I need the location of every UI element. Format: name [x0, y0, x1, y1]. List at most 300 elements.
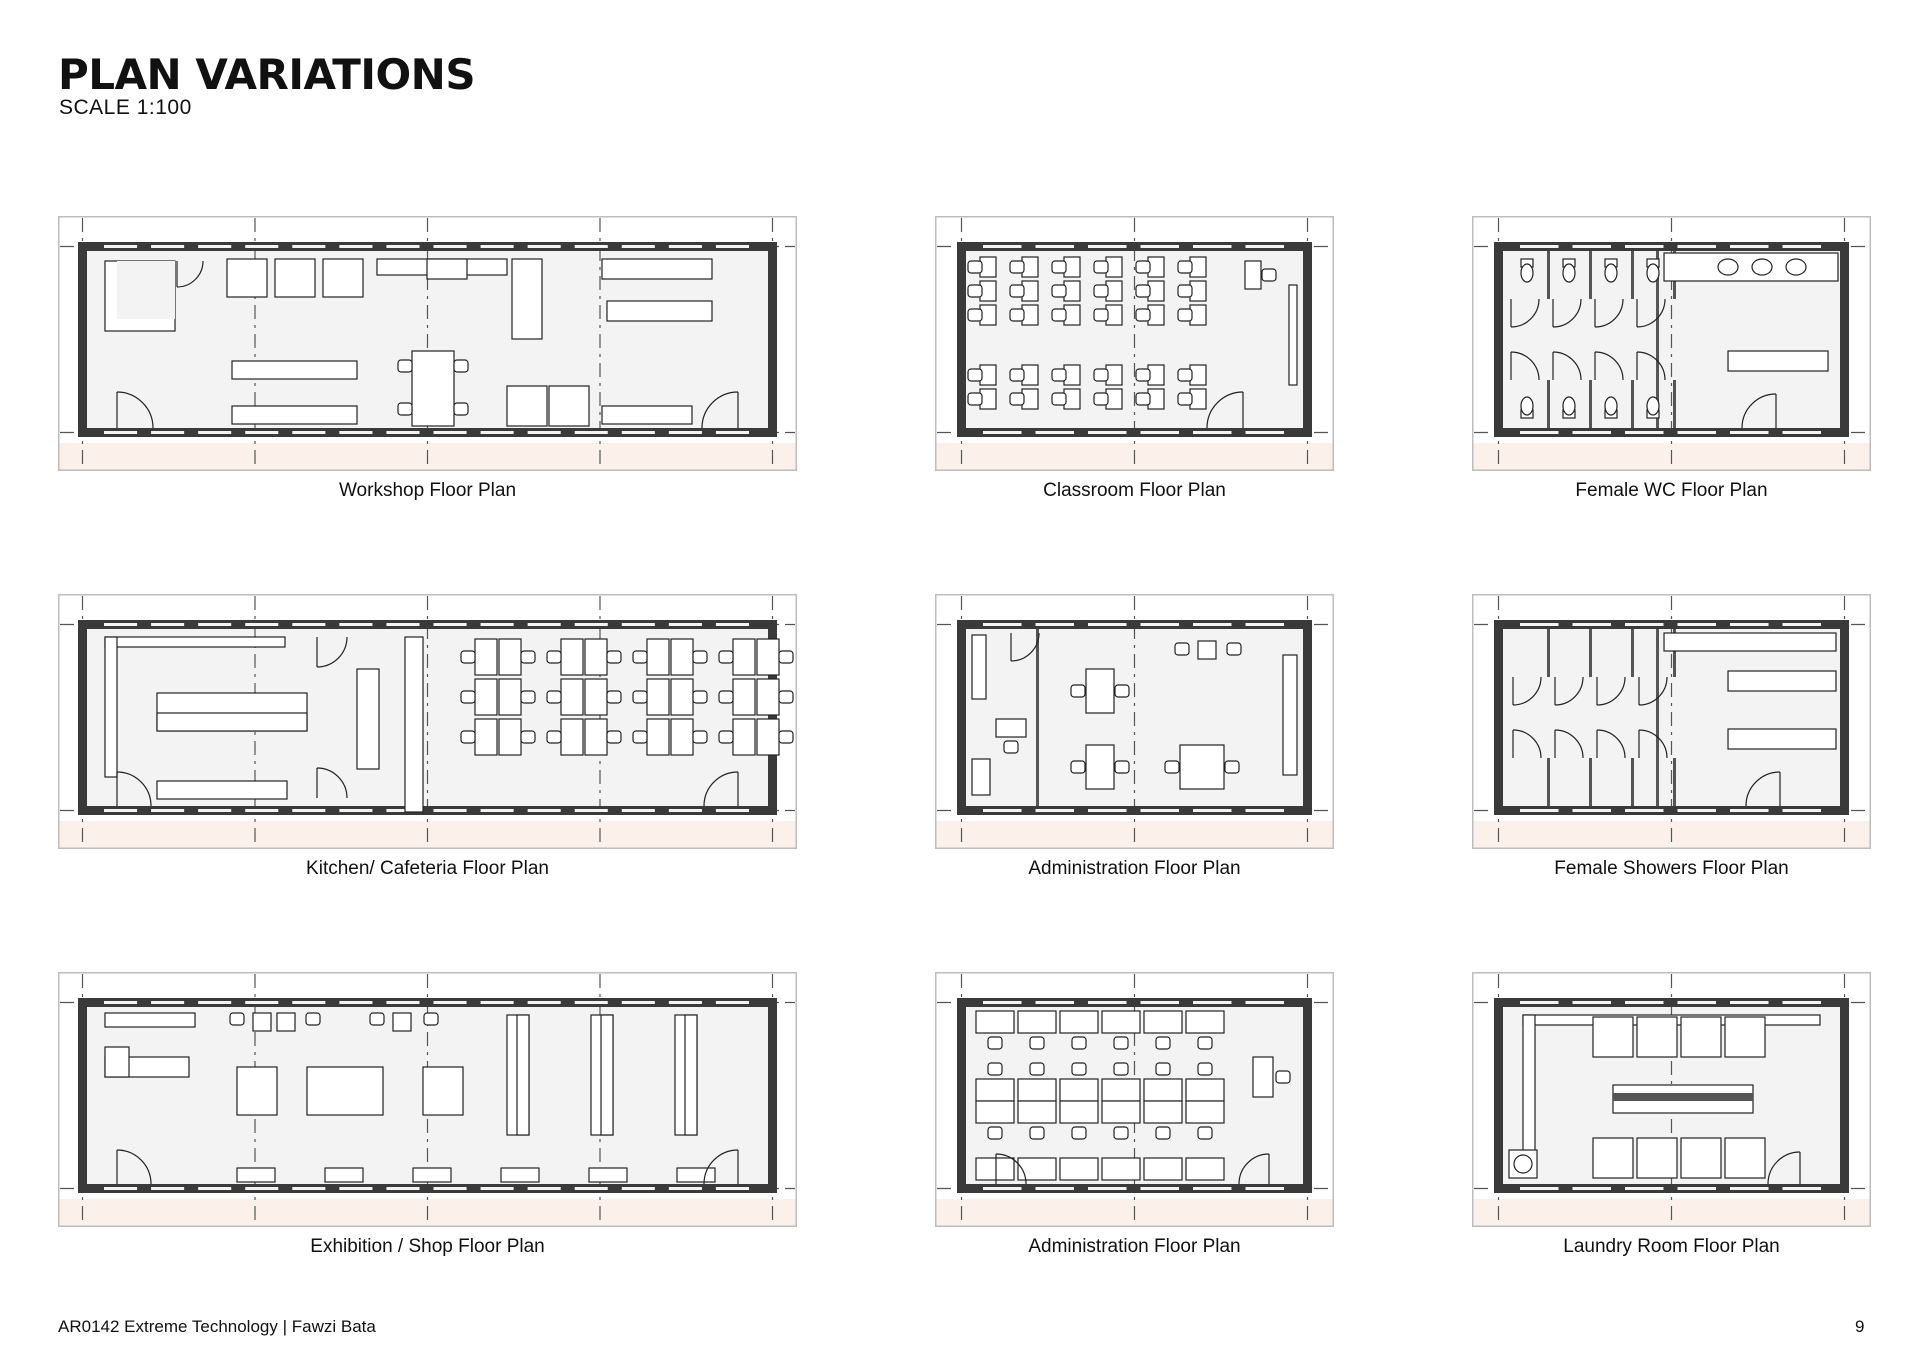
- window: [1573, 431, 1612, 434]
- bench: [413, 1168, 451, 1182]
- floor-plan-drawing: [58, 972, 797, 1227]
- table: [475, 639, 497, 675]
- dryer: [1593, 1138, 1633, 1178]
- plan-administration-b: [935, 972, 1334, 1227]
- table: [1018, 1079, 1056, 1101]
- window: [386, 1001, 419, 1004]
- desk: [976, 1011, 1014, 1033]
- window: [245, 245, 278, 248]
- wall-east: [1840, 620, 1849, 815]
- display-rack: [517, 1015, 529, 1135]
- wall-east: [1840, 242, 1849, 437]
- window: [481, 623, 514, 626]
- window: [983, 623, 1022, 626]
- washer: [1637, 1017, 1677, 1057]
- window: [481, 1187, 514, 1190]
- window: [528, 809, 561, 812]
- window: [151, 809, 184, 812]
- table: [475, 679, 497, 715]
- window: [1141, 1187, 1180, 1190]
- toilet-bowl: [1563, 264, 1575, 282]
- table: [512, 259, 542, 339]
- shelf: [105, 1013, 195, 1027]
- chair: [1136, 261, 1150, 273]
- table: [561, 639, 583, 675]
- window: [481, 245, 514, 248]
- window: [104, 1187, 137, 1190]
- chair: [521, 731, 535, 743]
- table: [733, 639, 755, 675]
- floor-plan-drawing: [1472, 594, 1871, 849]
- window: [104, 623, 137, 626]
- desk: [1102, 1011, 1140, 1033]
- chair: [230, 1013, 244, 1025]
- window: [1193, 245, 1232, 248]
- stall-wall: [1547, 758, 1550, 806]
- window: [983, 1001, 1022, 1004]
- plan-exhibition-shop: [58, 972, 797, 1227]
- bench: [427, 259, 467, 279]
- plan-caption: Kitchen/ Cafeteria Floor Plan: [306, 858, 549, 879]
- wall-east: [1303, 620, 1312, 815]
- shelf: [972, 635, 986, 699]
- window: [622, 1187, 655, 1190]
- wall-east: [1303, 998, 1312, 1193]
- chair: [1165, 761, 1179, 773]
- counter: [1664, 633, 1836, 651]
- desk: [1060, 1011, 1098, 1033]
- chair: [1114, 1037, 1128, 1049]
- bench: [1728, 671, 1836, 691]
- toilet-bowl: [1605, 264, 1617, 282]
- window: [1520, 809, 1559, 812]
- window: [104, 245, 137, 248]
- window: [434, 1187, 467, 1190]
- island: [157, 713, 307, 731]
- window: [528, 431, 561, 434]
- footer-credit: AR0142 Extreme Technology | Fawzi Bata: [58, 1317, 376, 1336]
- chair: [1198, 1037, 1212, 1049]
- chair: [1198, 1063, 1212, 1075]
- window: [1625, 1001, 1664, 1004]
- display-rack: [685, 1015, 697, 1135]
- window: [1141, 431, 1180, 434]
- stall-wall: [1547, 380, 1550, 428]
- window: [1088, 809, 1127, 812]
- chair: [1175, 643, 1189, 655]
- basin: [1718, 259, 1738, 275]
- window: [434, 809, 467, 812]
- chair: [1136, 393, 1150, 405]
- window: [1246, 623, 1285, 626]
- plan-female-wc: [1472, 216, 1871, 471]
- window: [1678, 623, 1717, 626]
- chair: [454, 360, 468, 372]
- window: [575, 1001, 608, 1004]
- chair: [461, 731, 475, 743]
- chair: [1178, 285, 1192, 297]
- window: [1036, 1001, 1075, 1004]
- window: [481, 809, 514, 812]
- window: [1246, 1187, 1285, 1190]
- display: [237, 1067, 277, 1115]
- window: [622, 623, 655, 626]
- window: [1730, 1001, 1769, 1004]
- window: [1783, 431, 1822, 434]
- window: [716, 245, 749, 248]
- window: [151, 245, 184, 248]
- table: [253, 1013, 271, 1031]
- window: [1088, 245, 1127, 248]
- window: [339, 809, 372, 812]
- window: [292, 623, 325, 626]
- table: [232, 361, 357, 379]
- dryer: [1637, 1138, 1677, 1178]
- window: [434, 1001, 467, 1004]
- chair: [1071, 761, 1085, 773]
- cabinet: [507, 386, 547, 426]
- window: [1678, 1187, 1717, 1190]
- toilet-bowl: [1563, 397, 1575, 415]
- table: [499, 679, 521, 715]
- chair: [454, 403, 468, 415]
- wall-east: [1840, 998, 1849, 1193]
- plan-caption: Laundry Room Floor Plan: [1563, 1236, 1780, 1257]
- plan-kitchen-cafeteria: [58, 594, 797, 849]
- table: [585, 679, 607, 715]
- chair: [968, 393, 982, 405]
- table: [976, 1101, 1014, 1123]
- counter-inner: [117, 261, 175, 319]
- chair: [607, 731, 621, 743]
- desk: [1102, 1158, 1140, 1180]
- chair: [1010, 369, 1024, 381]
- plan-caption: Female Showers Floor Plan: [1554, 858, 1789, 879]
- window: [151, 431, 184, 434]
- counter: [157, 781, 287, 799]
- cabinet: [972, 759, 990, 795]
- chair: [1052, 369, 1066, 381]
- window: [1730, 809, 1769, 812]
- table: [561, 679, 583, 715]
- stall-wall: [1547, 251, 1550, 299]
- chair: [693, 691, 707, 703]
- chair: [1071, 685, 1085, 697]
- vanity: [1664, 253, 1838, 281]
- window: [1246, 245, 1285, 248]
- wall-east: [1303, 242, 1312, 437]
- table: [757, 679, 779, 715]
- window: [292, 431, 325, 434]
- table: [671, 639, 693, 675]
- wall-west: [78, 620, 87, 815]
- chair: [1010, 309, 1024, 321]
- window: [198, 431, 231, 434]
- display: [423, 1067, 463, 1115]
- window: [528, 1001, 561, 1004]
- stall-wall: [1589, 629, 1592, 677]
- plan-workshop: [58, 216, 797, 471]
- stall-wall: [1673, 758, 1676, 806]
- chair: [1004, 741, 1018, 753]
- chair: [607, 651, 621, 663]
- chair: [306, 1013, 320, 1025]
- window: [1036, 809, 1075, 812]
- table: [1198, 641, 1216, 659]
- chair: [1030, 1127, 1044, 1139]
- table: [277, 1013, 295, 1031]
- floor-plan-drawing: [58, 594, 797, 849]
- window: [1141, 809, 1180, 812]
- basin: [1752, 259, 1772, 275]
- wall-west: [78, 998, 87, 1193]
- page-title: PLAN VARIATIONS: [58, 50, 476, 99]
- toilet-bowl: [1521, 397, 1533, 415]
- desk: [976, 1158, 1014, 1180]
- bench: [602, 406, 692, 424]
- window: [1088, 1001, 1127, 1004]
- wall-west: [1494, 242, 1503, 437]
- bench: [501, 1168, 539, 1182]
- window: [386, 245, 419, 248]
- counter: [1523, 1015, 1535, 1155]
- chair: [1115, 761, 1129, 773]
- page-number: 9: [1855, 1317, 1865, 1336]
- chair: [521, 691, 535, 703]
- desk: [1144, 1158, 1182, 1180]
- chair: [547, 651, 561, 663]
- chair: [1178, 309, 1192, 321]
- chair: [1114, 1127, 1128, 1139]
- chair: [1136, 285, 1150, 297]
- window: [622, 809, 655, 812]
- window: [292, 1001, 325, 1004]
- desk: [1086, 669, 1114, 713]
- counter: [105, 637, 117, 777]
- window: [434, 431, 467, 434]
- window: [1678, 809, 1717, 812]
- bench: [589, 1168, 627, 1182]
- floor-plan-drawing: [1472, 972, 1871, 1227]
- table: [1060, 1079, 1098, 1101]
- table: [561, 719, 583, 755]
- window: [1573, 809, 1612, 812]
- chair: [988, 1037, 1002, 1049]
- table: [499, 639, 521, 675]
- window: [716, 431, 749, 434]
- plan-caption: Workshop Floor Plan: [338, 480, 517, 501]
- chair: [988, 1127, 1002, 1139]
- desk: [1180, 745, 1224, 789]
- desk: [1018, 1158, 1056, 1180]
- desk: [1144, 1011, 1182, 1033]
- chair: [1094, 309, 1108, 321]
- plan-caption: Administration Floor Plan: [1028, 858, 1241, 879]
- window: [983, 431, 1022, 434]
- window: [104, 809, 137, 812]
- bench: [1728, 729, 1836, 749]
- window: [575, 809, 608, 812]
- window: [1783, 623, 1822, 626]
- window: [339, 245, 372, 248]
- bench: [325, 1168, 363, 1182]
- window: [1783, 809, 1822, 812]
- window: [481, 431, 514, 434]
- teacher-desk: [1245, 261, 1261, 289]
- chair: [547, 731, 561, 743]
- plan-classroom: [935, 216, 1334, 471]
- window: [198, 809, 231, 812]
- cabinet: [275, 259, 315, 297]
- toilet-bowl: [1605, 397, 1617, 415]
- window: [1783, 1001, 1822, 1004]
- table: [232, 406, 357, 424]
- window: [386, 431, 419, 434]
- dryer: [1725, 1138, 1765, 1178]
- window: [1730, 623, 1769, 626]
- desk: [1186, 1158, 1224, 1180]
- chair: [779, 651, 793, 663]
- chair: [1136, 369, 1150, 381]
- chair: [779, 691, 793, 703]
- desk: [996, 719, 1026, 737]
- window: [983, 245, 1022, 248]
- window: [1730, 245, 1769, 248]
- chair: [1094, 285, 1108, 297]
- window: [528, 623, 561, 626]
- window: [528, 1187, 561, 1190]
- chair: [1115, 685, 1129, 697]
- window: [622, 245, 655, 248]
- shelf: [607, 301, 712, 321]
- chair: [1072, 1063, 1086, 1075]
- bench: [237, 1168, 275, 1182]
- window: [198, 1001, 231, 1004]
- chair: [1178, 261, 1192, 273]
- window: [1625, 245, 1664, 248]
- window: [669, 1001, 702, 1004]
- window: [339, 1187, 372, 1190]
- window: [528, 245, 561, 248]
- table: [671, 679, 693, 715]
- table: [393, 1013, 411, 1031]
- window: [622, 431, 655, 434]
- chair: [521, 651, 535, 663]
- chair: [461, 691, 475, 703]
- table: [499, 719, 521, 755]
- floor-plan-drawing: [935, 594, 1334, 849]
- plan-caption: Administration Floor Plan: [1028, 1236, 1241, 1257]
- serving-counter: [357, 669, 379, 769]
- window: [434, 245, 467, 248]
- stall-wall: [1589, 758, 1592, 806]
- window: [716, 1001, 749, 1004]
- chair: [1010, 285, 1024, 297]
- desk: [1253, 1057, 1273, 1097]
- window: [245, 431, 278, 434]
- chair: [968, 285, 982, 297]
- window: [151, 1001, 184, 1004]
- floor-plan-drawing: [58, 216, 797, 471]
- chair: [719, 651, 733, 663]
- window: [1036, 1187, 1075, 1190]
- window: [104, 431, 137, 434]
- window: [716, 1187, 749, 1190]
- window: [669, 623, 702, 626]
- window: [339, 623, 372, 626]
- window: [575, 431, 608, 434]
- sink: [1514, 1155, 1532, 1173]
- table: [1186, 1101, 1224, 1123]
- chair: [1178, 369, 1192, 381]
- window: [1678, 1001, 1717, 1004]
- window: [1783, 245, 1822, 248]
- window: [292, 809, 325, 812]
- table: [976, 1079, 1014, 1101]
- window: [1088, 431, 1127, 434]
- window: [575, 1187, 608, 1190]
- window: [245, 623, 278, 626]
- window: [1573, 1001, 1612, 1004]
- chair: [719, 691, 733, 703]
- plan-caption: Classroom Floor Plan: [1043, 480, 1226, 501]
- wall-west: [1494, 998, 1503, 1193]
- window: [669, 809, 702, 812]
- toilet-bowl: [1647, 264, 1659, 282]
- window: [481, 1001, 514, 1004]
- window: [1246, 809, 1285, 812]
- chair: [547, 691, 561, 703]
- basin: [1786, 259, 1806, 275]
- window: [1520, 245, 1559, 248]
- window: [1783, 1187, 1822, 1190]
- window: [1730, 431, 1769, 434]
- plan-caption: Female WC Floor Plan: [1575, 480, 1768, 501]
- display: [307, 1067, 383, 1115]
- window: [1625, 431, 1664, 434]
- window: [104, 1001, 137, 1004]
- window: [1141, 623, 1180, 626]
- chair: [1262, 269, 1276, 281]
- washer: [1725, 1017, 1765, 1057]
- chair: [1114, 1063, 1128, 1075]
- window: [198, 1187, 231, 1190]
- window: [1141, 1001, 1180, 1004]
- cabinet: [227, 259, 267, 297]
- stall-wall: [1631, 251, 1634, 299]
- chair: [1094, 369, 1108, 381]
- window: [622, 1001, 655, 1004]
- chair: [1156, 1127, 1170, 1139]
- chair: [633, 651, 647, 663]
- table: [1018, 1101, 1056, 1123]
- wall-west: [957, 620, 966, 815]
- window: [716, 623, 749, 626]
- chair: [779, 731, 793, 743]
- window: [1193, 1001, 1232, 1004]
- window: [245, 809, 278, 812]
- counter: [105, 637, 285, 647]
- window: [386, 1187, 419, 1190]
- chair: [693, 731, 707, 743]
- desk: [1086, 745, 1114, 789]
- chair: [1198, 1127, 1212, 1139]
- dryer: [1681, 1138, 1721, 1178]
- table: [1186, 1079, 1224, 1101]
- wall-west: [1494, 620, 1503, 815]
- chair: [1010, 261, 1024, 273]
- shelf: [1283, 655, 1297, 775]
